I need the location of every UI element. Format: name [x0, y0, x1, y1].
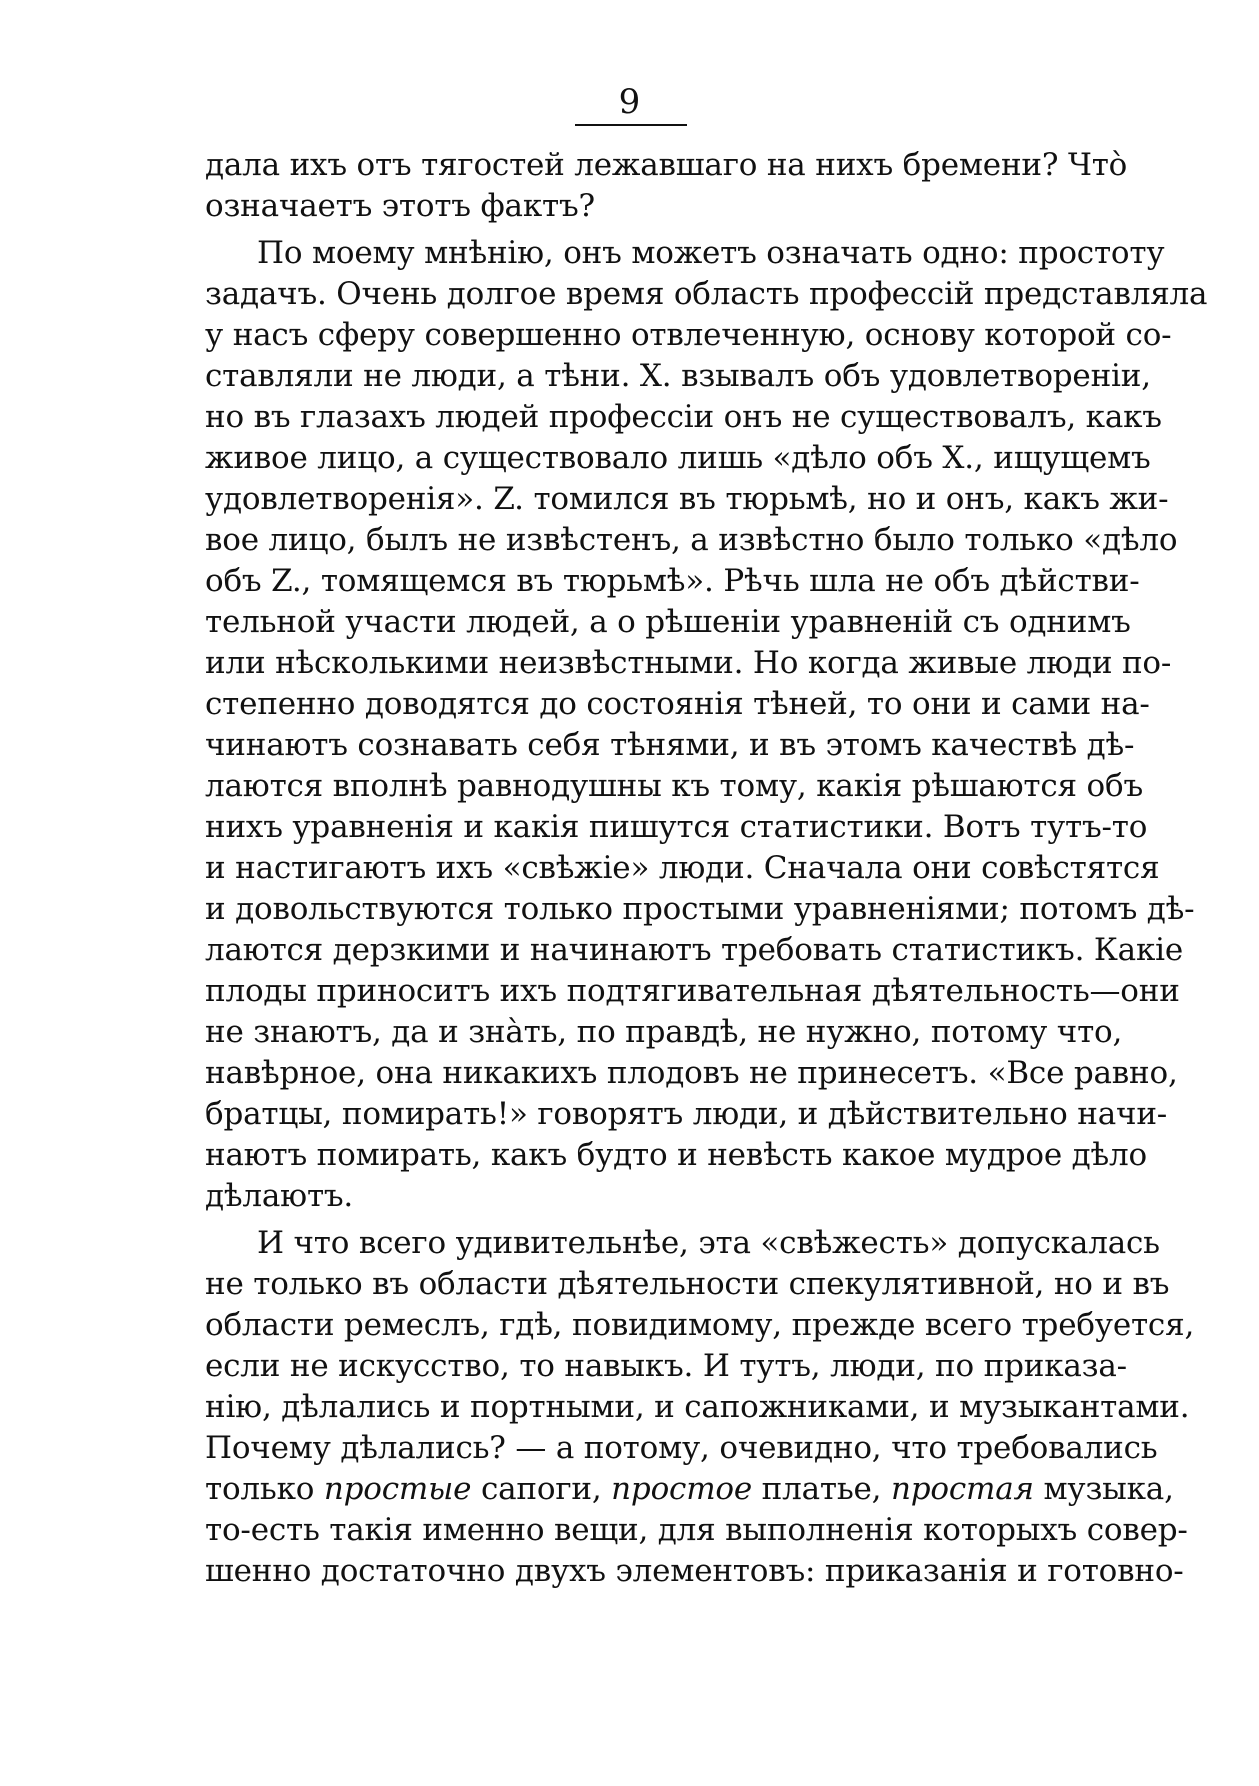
text-line: И что всего удивительнѣе, эта «свѣжесть» допускалась — [257, 1225, 1160, 1261]
paragraph-2 — [205, 233, 1208, 1217]
text-line: степенно доводятся до состоянія тѣней, то они и сами на- — [205, 686, 1150, 722]
header-rule — [575, 124, 687, 126]
text-segment: платье, — [752, 1471, 891, 1507]
text-line: шенно достаточно двухъ элементовъ: приказанія и готовно- — [205, 1553, 1184, 1589]
body-text — [205, 145, 1208, 1592]
text-line: но въ глазахъ людей профессіи онъ не существовалъ, какъ — [205, 399, 1162, 435]
text-line: и настигаютъ ихъ «свѣжіе» люди. Сначала они совѣстятся — [205, 850, 1160, 886]
text-line: лаются вполнѣ равнодушны къ тому, какія рѣшаются объ — [205, 768, 1143, 804]
paragraph-3 — [205, 1223, 1195, 1592]
text-line: области ремеслъ, гдѣ, повидимому, прежде всего требуется, — [205, 1307, 1195, 1343]
text-line: братцы, помирать!» говорятъ люди, и дѣйствительно начи- — [205, 1096, 1168, 1132]
text-line: и довольствуются только простыми уравненіями; потомъ дѣ- — [205, 891, 1195, 927]
text-line: нію, дѣлались и портными, и сапожниками, и музыкантами. — [205, 1389, 1190, 1425]
italic-word: простая — [891, 1471, 1034, 1507]
text-line: удовлетворенія». Z. томился въ тюрьмѣ, но и онъ, какъ жи- — [205, 481, 1169, 517]
text-line: или нѣсколькими неизвѣстными. Но когда живые люди по- — [205, 645, 1172, 681]
text-line: плоды приноситъ ихъ подтягивательная дѣятельность—они — [205, 973, 1180, 1009]
text-line: нихъ уравненія и какія пишутся статистики. Вотъ тутъ-то — [205, 809, 1148, 845]
text-line: чинаютъ сознавать себя тѣнями, и въ этомъ качествѣ дѣ- — [205, 727, 1135, 763]
text-line: ставляли не люди, а тѣни. X. взывалъ объ удовлетвореніи, — [205, 358, 1151, 394]
text-line: если не искусство, то навыкъ. И тутъ, люди, по приказа- — [205, 1348, 1127, 1384]
text-line: не знаютъ, да и зна̀ть, по правдѣ, не нужно, потому что, — [205, 1014, 1123, 1050]
text-line: означаетъ этотъ фактъ? — [205, 188, 595, 224]
text-line: навѣрное, она никакихъ плодовъ не принесетъ. «Все равно, — [205, 1055, 1178, 1091]
italic-word: простые — [323, 1471, 472, 1507]
text-line: объ Z., томящемся въ тюрьмѣ». Рѣчь шла не объ дѣйстви- — [205, 563, 1140, 599]
page-number: 9 — [618, 82, 641, 122]
text-line-with-italics — [205, 1469, 1174, 1510]
text-segment: музыка, — [1033, 1471, 1174, 1507]
text-segment: сапоги, — [471, 1471, 612, 1507]
italic-word: простое — [611, 1471, 753, 1507]
text-segment: только — [205, 1471, 324, 1507]
text-line: задачъ. Очень долгое время область профессій представляла — [205, 276, 1208, 312]
text-line: не только въ области дѣятельности спекулятивной, но и въ — [205, 1266, 1170, 1302]
text-line: Почему дѣлались? — а потому, очевидно, что требовались — [205, 1430, 1158, 1466]
text-line: По моему мнѣнію, онъ можетъ означать одно: простоту — [257, 235, 1165, 271]
text-line: лаются дерзкими и начинаютъ требовать статистикъ. Какіе — [205, 932, 1183, 968]
text-line: живое лицо, а существовало лишь «дѣло объ X., ищущемъ — [205, 440, 1151, 476]
text-line: вое лицо, былъ не извѣстенъ, а извѣстно было только «дѣло — [205, 522, 1178, 558]
text-line: тельной участи людей, а о рѣшеніи уравненій съ однимъ — [205, 604, 1131, 640]
text-line: наютъ помирать, какъ будто и невѣсть какое мудрое дѣло — [205, 1137, 1147, 1173]
text-line: дала ихъ отъ тягостей лежавшаго на нихъ бремени? Что̀ — [205, 147, 1128, 183]
text-line: у насъ сферу совершенно отвлеченную, основу которой со- — [205, 317, 1172, 353]
paragraph-1 — [205, 145, 1128, 227]
text-line: то-есть такія именно вещи, для выполненія которыхъ совер- — [205, 1512, 1188, 1548]
text-line: дѣлаютъ. — [205, 1178, 354, 1214]
